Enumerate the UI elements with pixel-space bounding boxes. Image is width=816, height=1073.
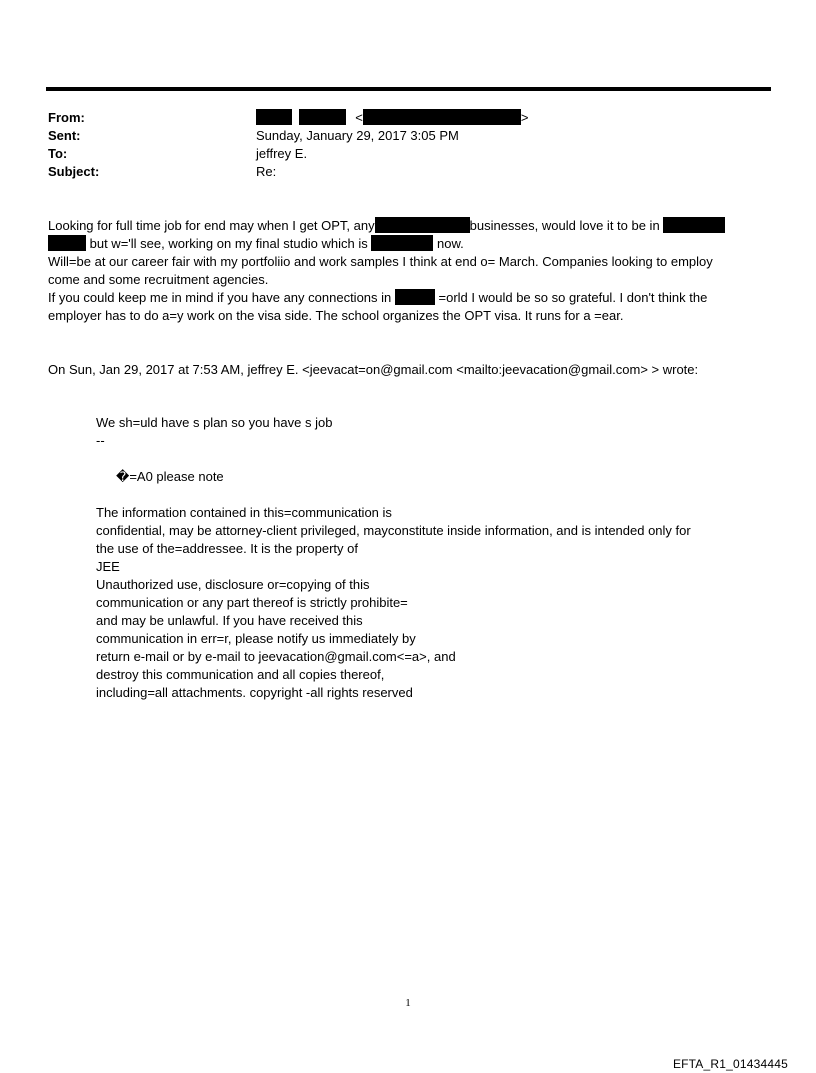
body-text: now. [437, 236, 464, 251]
redaction-box [663, 217, 725, 233]
quoted-line: The information contained in this=communication is [96, 505, 392, 520]
body-text: =orld I would be so so grateful. I don't think the [438, 290, 708, 305]
body-text: but w='ll see, working on my final studio which is [89, 236, 368, 251]
redaction-box [299, 109, 346, 125]
sent-value: Sunday, January 29, 2017 3:05 PM [256, 128, 459, 143]
quoted-line: including=all attachments. copyright -all rights reserved [96, 685, 413, 700]
quoted-line: -- [96, 433, 105, 448]
page-number: 1 [405, 997, 411, 1009]
quoted-line: We sh=uld have s plan so you have s job [96, 415, 333, 430]
redaction-box [256, 109, 292, 125]
body-text: If you could keep me in mind if you have any connections in [48, 290, 392, 305]
redaction-box [395, 289, 435, 305]
redaction-box [375, 217, 470, 233]
redaction-box [363, 109, 521, 125]
subject-label: Subject: [48, 164, 100, 179]
quoted-line: communication or any part thereof is strictly prohibite= [96, 595, 408, 610]
from-value [256, 109, 528, 127]
redaction-box [48, 235, 86, 251]
body-text: businesses, would love it to be in [469, 218, 660, 233]
from-angle-open: < [355, 110, 363, 125]
from-angle-close: > [520, 110, 529, 125]
body-line: employer has to do a=y work on the visa side. The school organizes the OPT visa. It runs for a =ear. [48, 308, 624, 323]
redaction-box [371, 235, 433, 251]
bates-number: EFTA_R1_01434445 [672, 1057, 788, 1071]
body-line [48, 235, 464, 253]
from-label: From: [48, 110, 85, 125]
quoted-line: �=A0 please note [116, 469, 224, 484]
body-line: Will=be at our career fair with my portfoliio and work samples I think at end o= March. Companies looking to employ [48, 254, 713, 269]
quoted-line: JEE [96, 559, 120, 574]
body-line: come and some recruitment agencies. [48, 272, 269, 287]
quote-header: On Sun, Jan 29, 2017 at 7:53 AM, jeffrey E. <jeevacat=on@gmail.com <mailto:jeevacation@gmail.com> > wrote: [48, 362, 699, 377]
quoted-line: Unauthorized use, disclosure or=copying of this [96, 577, 370, 592]
quoted-line: destroy this communication and all copies thereof, [96, 667, 385, 682]
body-line [48, 217, 725, 235]
quoted-line: and may be unlawful. If you have received this [96, 613, 363, 628]
sent-label: Sent: [48, 128, 81, 143]
quoted-line: communication in err=r, please notify us immediately by [96, 631, 416, 646]
quoted-line: return e-mail or by e-mail to jeevacation@gmail.com<=a>, and [96, 649, 456, 664]
quoted-line: confidential, may be attorney-client privileged, mayconstitute inside information, and is intended only for [96, 523, 691, 538]
subject-value: Re: [256, 164, 277, 179]
header-rule [46, 87, 771, 91]
to-label: To: [48, 146, 68, 161]
body-text: Looking for full time job for end may when I get OPT, any [48, 218, 375, 233]
quoted-line: the use of the=addressee. It is the property of [96, 541, 358, 556]
body-line [48, 289, 707, 307]
to-value: jeffrey E. [256, 146, 308, 161]
